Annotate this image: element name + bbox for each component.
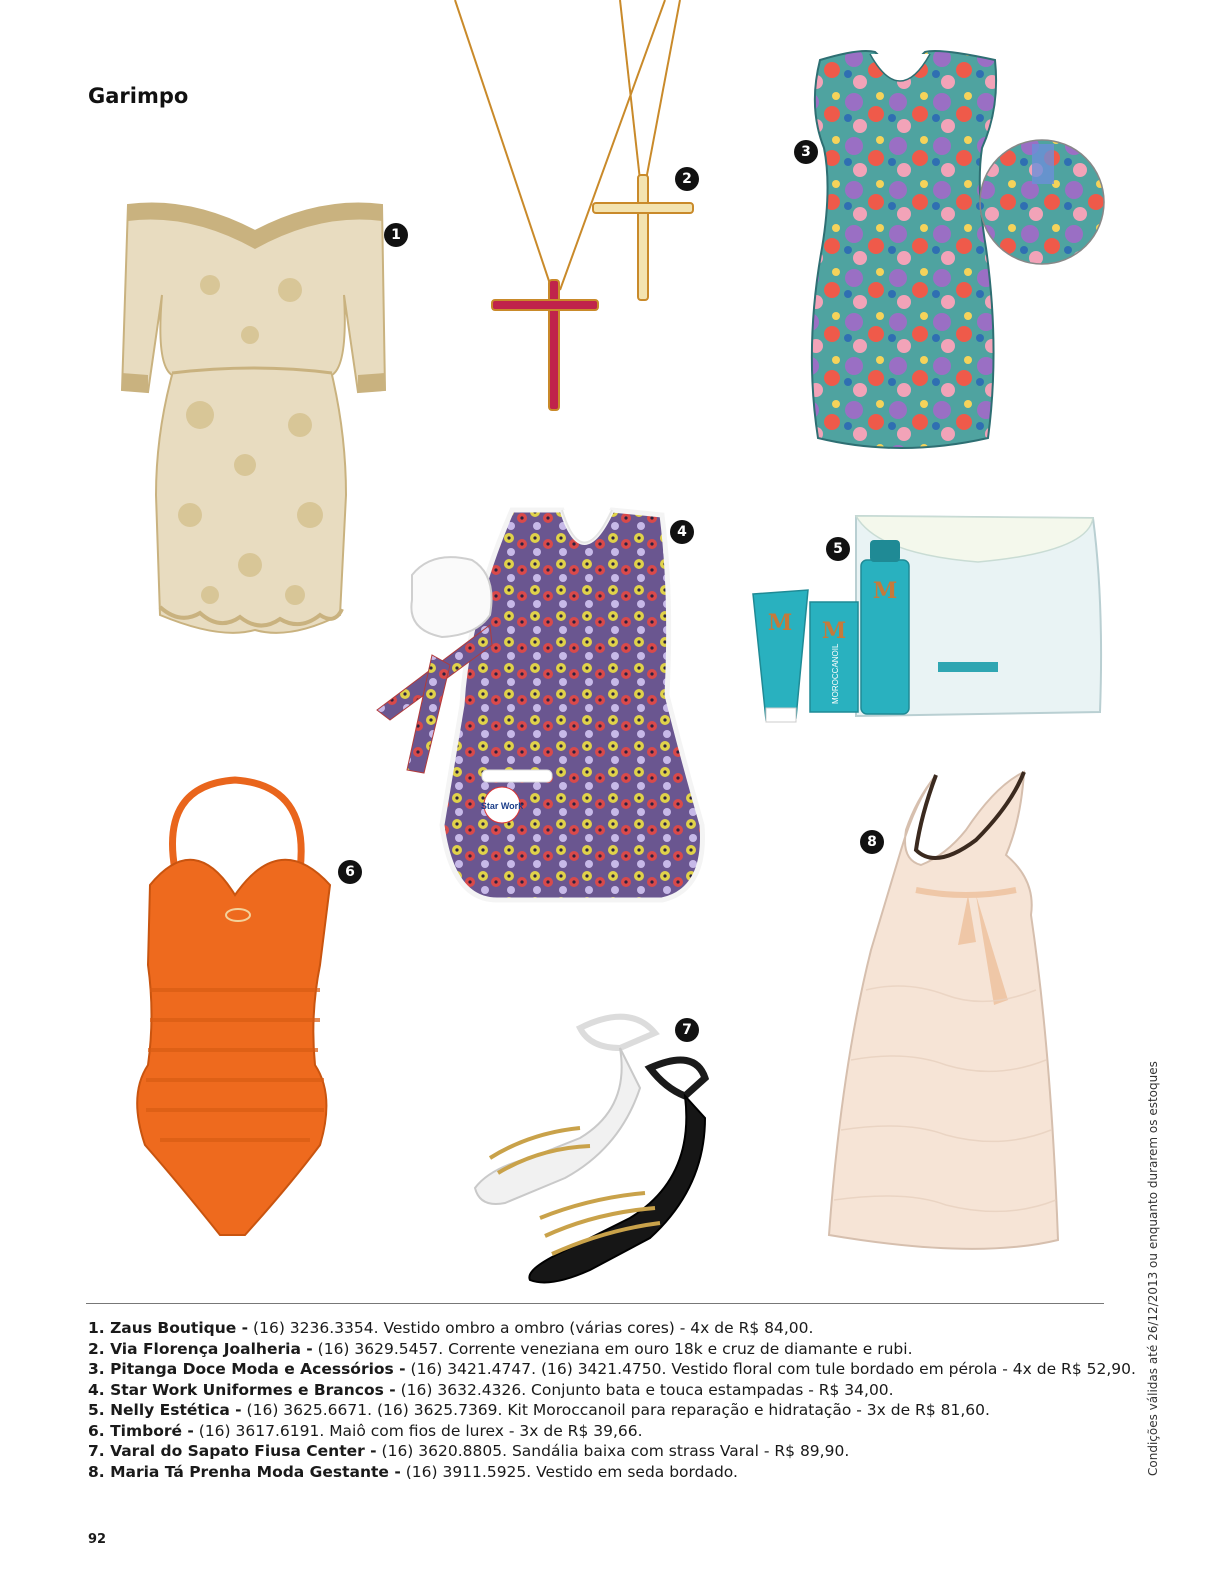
badge-7: 7 — [675, 1018, 699, 1042]
caption-item — [88, 1339, 1098, 1360]
caption-details: (16) 3620.8805. Sandália baixa com strass Varal - R$ 89,90. — [376, 1442, 850, 1460]
badge-1: 1 — [384, 223, 408, 247]
caption-item — [88, 1441, 1098, 1462]
caption-item — [88, 1359, 1136, 1380]
caption-item — [88, 1421, 1098, 1442]
cosmetic-logo-box: M — [821, 618, 847, 644]
uniform-tag: Star Work — [480, 801, 524, 811]
page-title: Garimpo — [88, 84, 189, 108]
badge-2: 2 — [675, 167, 699, 191]
caption-store-name: 7. Varal do Sapato Fiusa Center - — [88, 1442, 377, 1460]
caption-store-name: 3. Pitanga Doce Moda e Acessórios - — [88, 1360, 406, 1378]
cosmetic-logo-tube: M — [767, 610, 793, 636]
floral-dress-image — [800, 48, 1110, 458]
caption-store-name: 4. Star Work Uniformes e Brancos - — [88, 1380, 396, 1399]
cosmetics-kit-image — [748, 512, 1108, 727]
caption-divider — [86, 1303, 1104, 1304]
sandal-icon — [470, 1008, 710, 1283]
cross-necklace-icon — [450, 0, 690, 420]
lace-dress-image — [120, 195, 390, 640]
caption-item — [88, 1462, 1098, 1483]
caption-details: (16) 3236.3354. Vestido ombro a ombro (várias cores) - 4x de R$ 84,00. — [248, 1319, 814, 1337]
caption-store-name: 1. Zaus Boutique - — [88, 1319, 249, 1337]
badge-8: 8 — [860, 830, 884, 854]
validity-note: Condições válidas até 26/12/2013 ou enquanto durarem os estoques — [1146, 1061, 1160, 1476]
caption-item — [88, 1400, 1098, 1421]
caption-details: (16) 3421.4747. (16) 3421.4750. Vestido floral com tule bordado em pérola - 4x de R$ 52,90. — [405, 1360, 1136, 1378]
badge-5: 5 — [826, 537, 850, 561]
caption-details: (16) 3617.6191. Maiô com fios de lurex - 3x de R$ 39,66. — [193, 1421, 643, 1440]
badge-4: 4 — [670, 520, 694, 544]
swimsuit-icon — [120, 775, 350, 1245]
caption-store-name: 8. Maria Tá Prenha Moda Gestante - — [88, 1462, 401, 1481]
caption-list — [88, 1318, 1136, 1482]
apron-and-cap-image — [372, 505, 712, 905]
page-number: 92 — [88, 1532, 107, 1547]
caption-details: (16) 3632.4326. Conjunto bata e touca estampadas - R$ 34,00. — [395, 1380, 894, 1399]
caption-store-name: 5. Nelly Estética - — [88, 1401, 242, 1419]
caption-store-name: 2. Via Florença Joalheria - — [88, 1339, 313, 1358]
caption-details: (16) 3629.5457. Corrente veneziana em ouro 18k e cruz de diamante e rubi. — [312, 1339, 913, 1358]
caption-details: (16) 3911.5925. Vestido em seda bordado. — [400, 1462, 738, 1481]
caption-item — [88, 1318, 1098, 1339]
cosmetic-logo-bottle: M — [872, 578, 898, 604]
caption-store-name: 6. Timboré - — [88, 1421, 194, 1440]
caption-item — [88, 1380, 1098, 1401]
badge-3: 3 — [794, 140, 818, 164]
badge-6: 6 — [338, 860, 362, 884]
caption-details: (16) 3625.6671. (16) 3625.7369. Kit Moroccanoil para reparação e hidratação - 3x de R$ 81,60. — [241, 1401, 990, 1419]
cosmetic-brand-label: MOROCCANOIL — [831, 643, 840, 704]
